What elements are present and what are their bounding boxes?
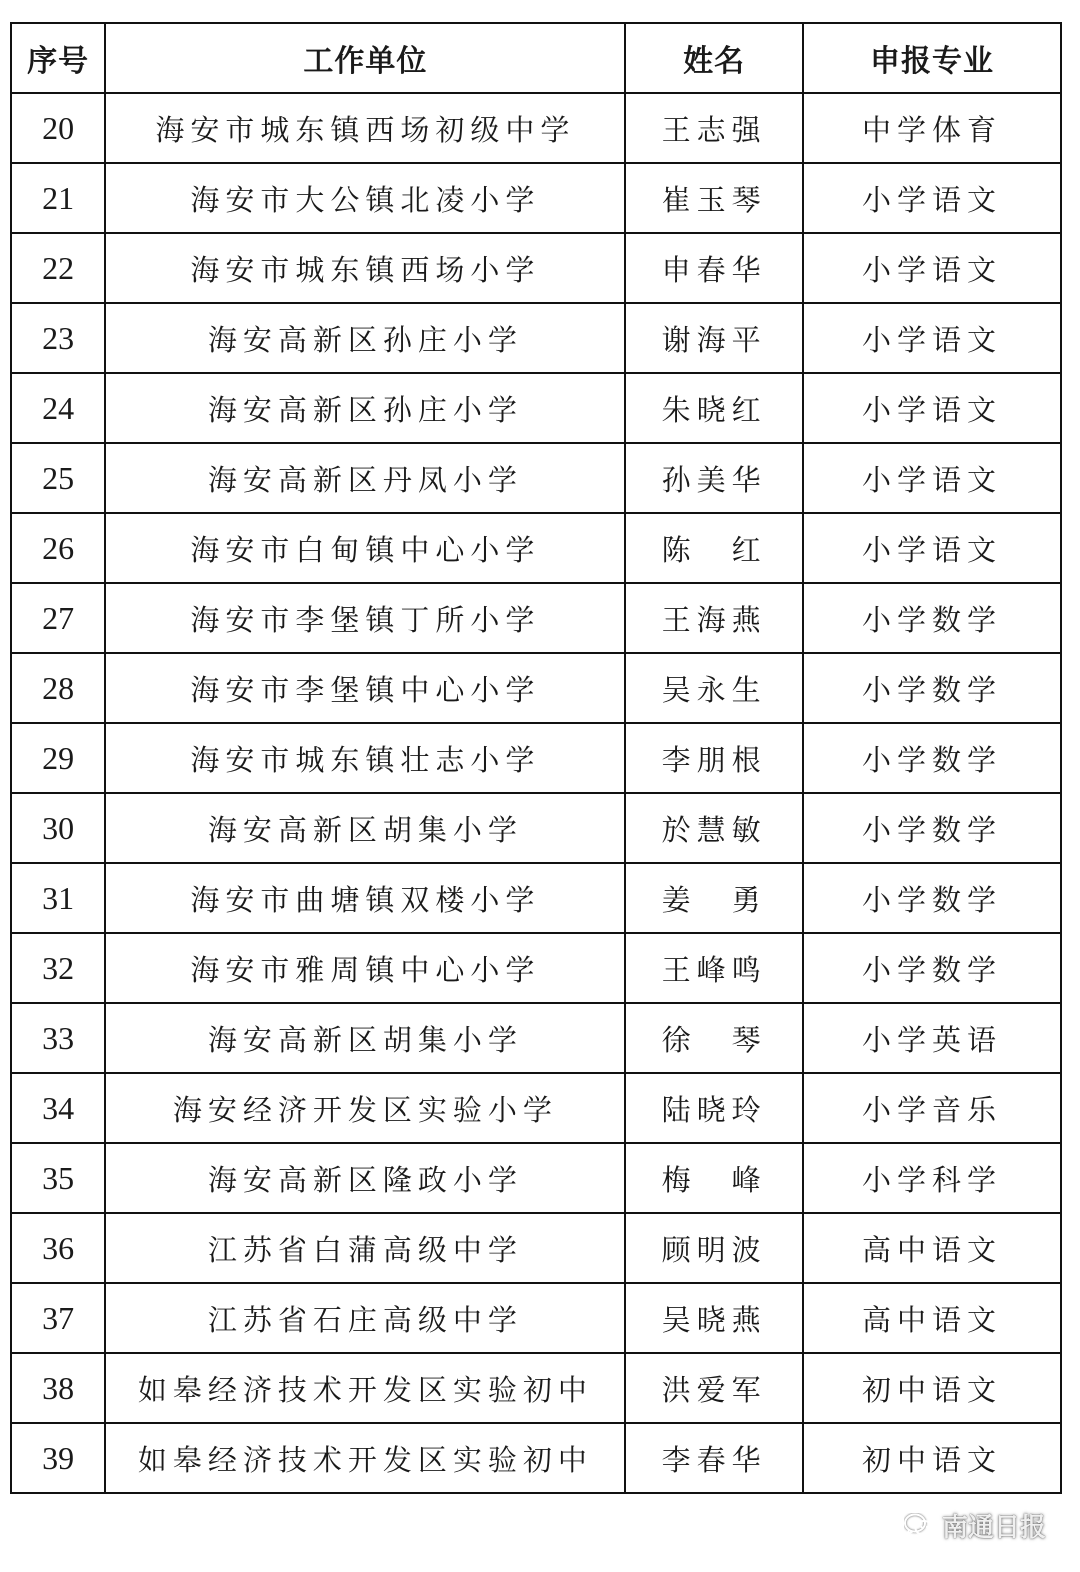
cell-seq: 39 [11,1423,105,1493]
cell-unit: 如皋经济技术开发区实验初中 [105,1423,625,1493]
candidate-table [10,22,1062,1494]
cell-seq: 36 [11,1213,105,1283]
table-row [11,373,1061,443]
cell-name: 梅 峰 [625,1143,803,1213]
cell-major: 小学数学 [803,863,1061,933]
cell-major: 小学数学 [803,653,1061,723]
cell-unit: 海安市大公镇北凌小学 [105,163,625,233]
cell-seq: 34 [11,1073,105,1143]
watermark-text: 南通日报 [941,1513,1046,1543]
header-seq: 序号 [11,23,105,93]
cell-name: 王志强 [625,93,803,163]
header-name: 姓名 [625,23,803,93]
cell-major: 小学数学 [803,723,1061,793]
cell-unit: 海安高新区胡集小学 [105,793,625,863]
cell-major: 小学语文 [803,513,1061,583]
cell-seq: 31 [11,863,105,933]
cell-major: 小学语文 [803,443,1061,513]
cell-name: 申春华 [625,233,803,303]
table-body [11,93,1061,1493]
wechat-icon [904,1513,934,1539]
cell-seq: 29 [11,723,105,793]
cell-unit: 海安市雅周镇中心小学 [105,933,625,1003]
cell-name: 陆晓玲 [625,1073,803,1143]
table-row [11,233,1061,303]
table-row [11,793,1061,863]
cell-name: 吴永生 [625,653,803,723]
table-row [11,163,1061,233]
cell-name: 洪爱军 [625,1353,803,1423]
table-row [11,653,1061,723]
table-row [11,1283,1061,1353]
cell-unit: 海安高新区隆政小学 [105,1143,625,1213]
cell-name: 王海燕 [625,583,803,653]
cell-name: 陈 红 [625,513,803,583]
cell-major: 小学语文 [803,233,1061,303]
table-row [11,1423,1061,1493]
cell-major: 小学数学 [803,583,1061,653]
cell-seq: 26 [11,513,105,583]
cell-unit: 海安高新区丹凤小学 [105,443,625,513]
cell-major: 小学数学 [803,933,1061,1003]
cell-seq: 38 [11,1353,105,1423]
table-row [11,863,1061,933]
cell-name: 李朋根 [625,723,803,793]
cell-seq: 32 [11,933,105,1003]
cell-major: 小学数学 [803,793,1061,863]
cell-seq: 25 [11,443,105,513]
table-row [11,93,1061,163]
cell-seq: 27 [11,583,105,653]
cell-major: 小学音乐 [803,1073,1061,1143]
cell-name: 姜 勇 [625,863,803,933]
table-row [11,1073,1061,1143]
cell-major: 小学语文 [803,163,1061,233]
header-unit: 工作单位 [105,23,625,93]
cell-unit: 海安市曲塘镇双楼小学 [105,863,625,933]
cell-major: 小学语文 [803,373,1061,443]
cell-unit: 海安市李堡镇丁所小学 [105,583,625,653]
cell-major: 高中语文 [803,1213,1061,1283]
table-row [11,1003,1061,1073]
cell-major: 小学语文 [803,303,1061,373]
cell-name: 吴晓燕 [625,1283,803,1353]
cell-name: 顾明波 [625,1213,803,1283]
cell-name: 王峰鸣 [625,933,803,1003]
cell-major: 小学英语 [803,1003,1061,1073]
cell-unit: 江苏省石庄高级中学 [105,1283,625,1353]
cell-seq: 30 [11,793,105,863]
cell-major: 小学科学 [803,1143,1061,1213]
cell-unit: 海安高新区胡集小学 [105,1003,625,1073]
table-row [11,303,1061,373]
cell-name: 徐 琴 [625,1003,803,1073]
header-row [11,23,1061,93]
cell-unit: 海安市李堡镇中心小学 [105,653,625,723]
cell-seq: 24 [11,373,105,443]
cell-seq: 21 [11,163,105,233]
cell-unit: 江苏省白蒲高级中学 [105,1213,625,1283]
cell-unit: 如皋经济技术开发区实验初中 [105,1353,625,1423]
cell-seq: 23 [11,303,105,373]
table-row [11,1353,1061,1423]
cell-seq: 33 [11,1003,105,1073]
cell-name: 李春华 [625,1423,803,1493]
table-row [11,443,1061,513]
cell-name: 崔玉琴 [625,163,803,233]
cell-name: 於慧敏 [625,793,803,863]
cell-seq: 37 [11,1283,105,1353]
cell-seq: 20 [11,93,105,163]
cell-seq: 35 [11,1143,105,1213]
cell-unit: 海安市城东镇壮志小学 [105,723,625,793]
watermark [904,1507,1046,1544]
cell-unit: 海安高新区孙庄小学 [105,373,625,443]
table-row [11,1213,1061,1283]
cell-unit: 海安市城东镇西场小学 [105,233,625,303]
table-row [11,513,1061,583]
cell-name: 孙美华 [625,443,803,513]
cell-seq: 22 [11,233,105,303]
cell-major: 初中语文 [803,1353,1061,1423]
cell-major: 高中语文 [803,1283,1061,1353]
table-row [11,933,1061,1003]
table-row [11,1143,1061,1213]
table-header [11,23,1061,93]
header-major: 申报专业 [803,23,1061,93]
cell-major: 初中语文 [803,1423,1061,1493]
table-row [11,723,1061,793]
cell-name: 谢海平 [625,303,803,373]
cell-unit: 海安经济开发区实验小学 [105,1073,625,1143]
table-row [11,583,1061,653]
cell-unit: 海安市城东镇西场初级中学 [105,93,625,163]
cell-unit: 海安市白甸镇中心小学 [105,513,625,583]
cell-seq: 28 [11,653,105,723]
cell-unit: 海安高新区孙庄小学 [105,303,625,373]
cell-major: 中学体育 [803,93,1061,163]
cell-name: 朱晓红 [625,373,803,443]
